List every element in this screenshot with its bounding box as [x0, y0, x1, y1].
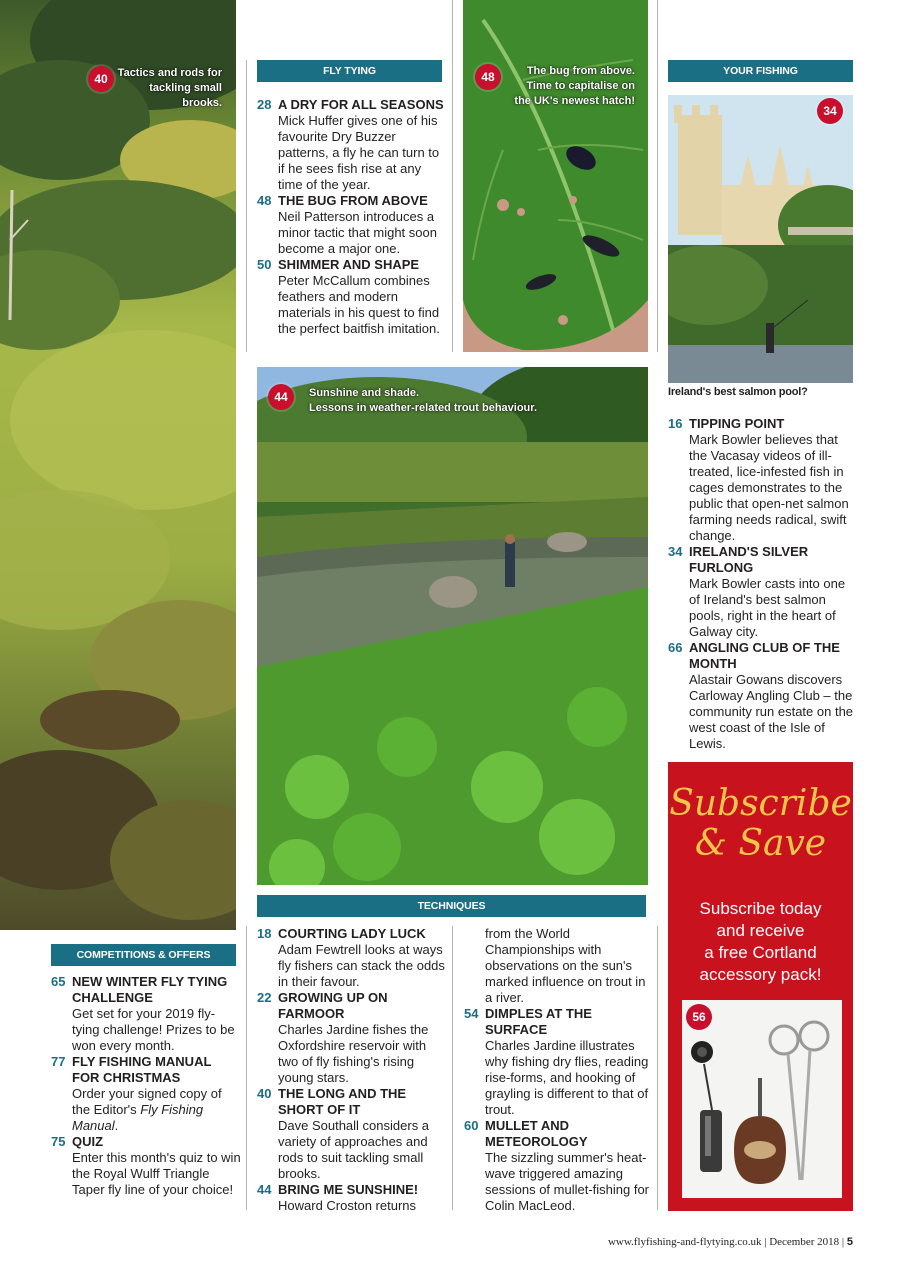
- toc-description: Dave Southall considers a variety of approaches and rods to suit tackling small brooks.: [278, 1118, 430, 1181]
- toc-item[interactable]: [51, 1054, 241, 1134]
- offer-line: Subscribe today: [699, 899, 822, 918]
- caption-line: Sunshine and shade.: [309, 387, 420, 399]
- your-fishing-list: [668, 416, 858, 752]
- meadow-photo: [0, 0, 236, 930]
- toc-page-number: 28: [257, 97, 272, 112]
- page-number: 5: [846, 1236, 853, 1248]
- toc-page-number: 44: [257, 1182, 272, 1197]
- toc-item[interactable]: [257, 1182, 447, 1214]
- meadow-illustration: [0, 0, 236, 930]
- river-illustration: [257, 367, 648, 885]
- toc-description: Adam Fewtrell looks at ways fly fishers can stack the odds in their favour.: [278, 942, 445, 989]
- column-divider: [452, 0, 453, 352]
- toc-description: Alastair Gowans discovers Carloway Angling Club – the community run estate on the west coast of the Isle of Lewis.: [689, 672, 854, 751]
- column-divider: [657, 926, 658, 1210]
- toc-title: GROWING UP ON FARMOOR: [278, 990, 388, 1021]
- footer-separator: |: [841, 1236, 847, 1248]
- toc-description: Charles Jardine fishes the Oxfordshire reservoir with two of fly fishing's rising young stars.: [278, 1022, 429, 1085]
- toc-description: Neil Patterson introduces a minor tactic that might soon become a major one.: [278, 209, 437, 256]
- toc-continuation: from the World Championships with observations on the sun's marked influence on trout in a river.: [485, 926, 646, 1005]
- photo-page-badge: 40: [88, 66, 114, 92]
- toc-item[interactable]: [257, 990, 447, 1086]
- castle-photo: [668, 95, 853, 383]
- subscribe-script-subtitle: & Save: [694, 823, 827, 864]
- column-divider: [246, 60, 247, 352]
- toc-description: Mick Huffer gives one of his favourite Dry Buzzer patterns, a fly he can turn to if he sees fish rise at any time of the year.: [278, 113, 440, 192]
- toc-item[interactable]: [257, 926, 447, 990]
- toc-item[interactable]: [257, 97, 447, 193]
- page-footer: [608, 1236, 853, 1248]
- toc-title: THE BUG FROM ABOVE: [278, 193, 428, 208]
- toc-item[interactable]: [51, 1134, 241, 1198]
- offer-line: accessory pack!: [699, 965, 822, 984]
- toc-title: QUIZ: [72, 1134, 104, 1149]
- toc-description: Mark Bowler casts into one of Ireland's best salmon pools, right in the heart of Galway city.: [689, 576, 846, 639]
- photo-caption: [309, 386, 639, 416]
- techniques-list-col1: [257, 926, 447, 1214]
- toc-page-number: 22: [257, 990, 272, 1005]
- subscribe-offer-box[interactable]: [668, 762, 853, 1211]
- toc-page-number: 60: [464, 1118, 479, 1133]
- toc-page-number: 48: [257, 193, 272, 208]
- toc-item[interactable]: [257, 193, 447, 257]
- footer-issue: December 2018: [769, 1236, 840, 1248]
- column-divider: [657, 0, 658, 352]
- toc-item[interactable]: [668, 640, 858, 752]
- castle-photo-caption: Ireland's best salmon pool?: [668, 386, 808, 398]
- toc-page-number: 50: [257, 257, 272, 272]
- toc-item[interactable]: [257, 1086, 447, 1182]
- toc-description: Peter McCallum combines feathers and modern materials in his quest to find the perfect baitfish imitation.: [278, 273, 440, 336]
- caption-line: Lessons in weather-related trout behaviour.: [309, 402, 537, 414]
- toc-title: A DRY FOR ALL SEASONS: [278, 97, 444, 112]
- competitions-list: [51, 974, 241, 1198]
- toc-page-number: 54: [464, 1006, 479, 1021]
- column-divider: [246, 926, 247, 1210]
- column-divider: [452, 926, 453, 1210]
- toc-title: FLY FISHING MANUAL FOR CHRISTMAS: [72, 1054, 212, 1085]
- footer-separator: |: [764, 1236, 770, 1248]
- photo-page-badge: 48: [475, 64, 501, 90]
- toc-title: NEW WINTER FLY TYING CHALLENGE: [72, 974, 228, 1005]
- accessory-illustration: [682, 1000, 842, 1198]
- toc-title: THE LONG AND THE SHORT OF IT: [278, 1086, 407, 1117]
- castle-illustration: [668, 95, 853, 383]
- toc-page-number: 66: [668, 640, 683, 655]
- toc-page-number: 65: [51, 974, 66, 989]
- toc-title: COURTING LADY LUCK: [278, 926, 426, 941]
- toc-description: Mark Bowler believes that the Vacasay videos of ill-treated, lice-infested fish in cages demonstrates to the public that open-net salmon farming needs radical, swift change.: [689, 432, 849, 543]
- toc-title: ANGLING CLUB OF THE MONTH: [689, 640, 840, 671]
- offer-line: a free Cortland: [704, 943, 817, 962]
- photo-page-badge: 44: [268, 384, 294, 410]
- fly-tying-list: [257, 97, 447, 337]
- techniques-list-col2: [464, 926, 654, 1214]
- book-title: Fly Fishing Manual: [72, 1102, 204, 1133]
- river-photo: [257, 367, 648, 885]
- toc-description: Enter this month's quiz to win the Royal Wulff Triangle Taper fly line of your choice!: [72, 1150, 241, 1197]
- toc-page-number: 77: [51, 1054, 66, 1069]
- photo-caption: The bug from above. Time to capitalise on the UK's newest hatch!: [514, 65, 635, 107]
- toc-item[interactable]: [257, 257, 447, 337]
- offer-line: and receive: [716, 921, 805, 940]
- photo-page-badge: 56: [686, 1004, 712, 1030]
- toc-description: Get set for your 2019 fly-tying challenge! Prizes to be won every month.: [72, 1006, 235, 1053]
- footer-url: www.flyfishing-and-flytying.co.uk: [607, 1236, 762, 1248]
- toc-title: IRELAND'S SILVER FURLONG: [689, 544, 809, 575]
- toc-page-number: 18: [257, 926, 272, 941]
- toc-page-number: 34: [668, 544, 683, 559]
- subscribe-script-title: Subscribe: [669, 783, 852, 824]
- section-header-fly-tying: FLY TYING: [257, 60, 442, 82]
- section-header-competitions: COMPETITIONS & OFFERS: [51, 944, 236, 966]
- toc-title: BRING ME SUNSHINE!: [278, 1182, 419, 1197]
- toc-title: SHIMMER AND SHAPE: [278, 257, 420, 272]
- section-header-techniques: TECHNIQUES: [257, 895, 646, 917]
- desc-text: .: [114, 1118, 119, 1133]
- desc-text: Order your signed copy of the Editor's: [72, 1086, 222, 1117]
- toc-description: [72, 1086, 241, 1134]
- accessory-pack-photo: [682, 1000, 842, 1198]
- toc-description: Charles Jardine illustrates why fishing dry flies, reading rise-forms, and hooking of grayling is different to that of trout.: [485, 1038, 649, 1117]
- photo-caption: Tactics and rods for tackling small brooks.: [117, 67, 222, 109]
- toc-item[interactable]: [464, 1118, 654, 1214]
- toc-description: Howard Croston returns: [278, 1198, 416, 1213]
- toc-item[interactable]: [51, 974, 241, 1054]
- toc-description: The sizzling summer's heat-wave triggered amazing sessions of mullet-fishing for Colin MacLeod.: [485, 1150, 650, 1213]
- toc-title: TIPPING POINT: [689, 416, 785, 431]
- section-header-your-fishing: YOUR FISHING: [668, 60, 853, 82]
- subscribe-offer-text: [668, 898, 853, 986]
- toc-item[interactable]: [668, 416, 858, 544]
- leaf-illustration: [463, 0, 648, 352]
- toc-title: MULLET AND METEOROLOGY: [485, 1118, 588, 1149]
- toc-item[interactable]: [464, 1006, 654, 1118]
- toc-page-number: 40: [257, 1086, 272, 1101]
- toc-title: DIMPLES AT THE SURFACE: [485, 1006, 592, 1037]
- toc-page-number: 75: [51, 1134, 66, 1149]
- bug-photo: [463, 0, 648, 352]
- toc-page-number: 16: [668, 416, 683, 431]
- toc-item[interactable]: [668, 544, 858, 640]
- photo-page-badge: 34: [817, 98, 843, 124]
